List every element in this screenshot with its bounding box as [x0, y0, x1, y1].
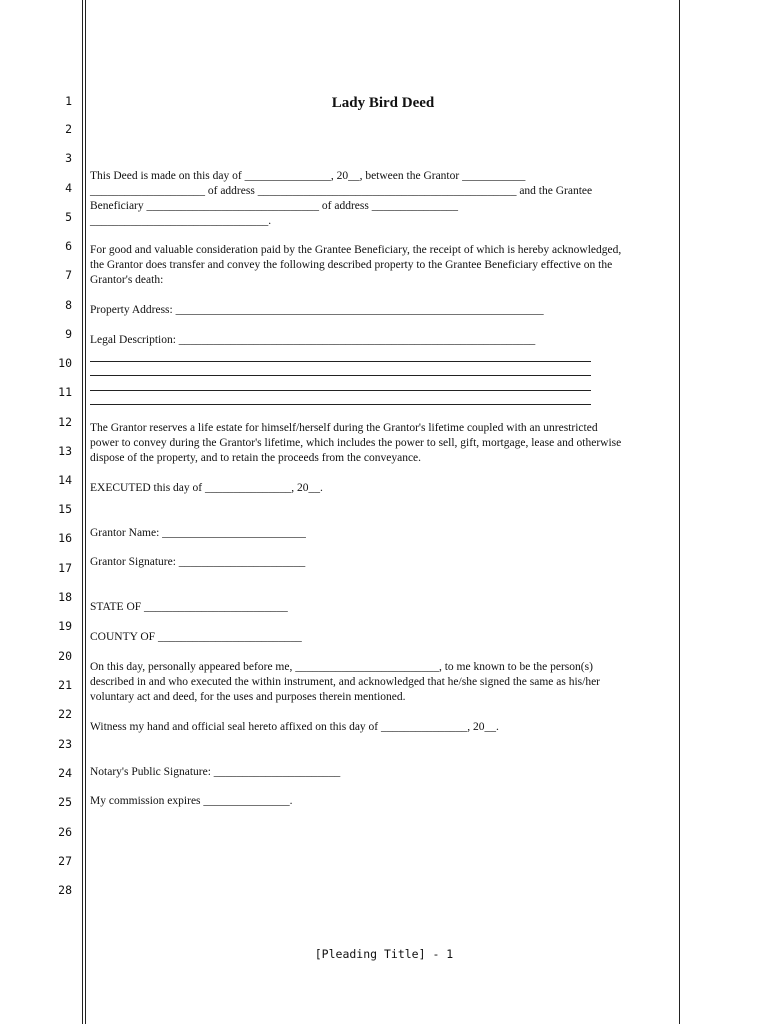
right-margin-rule	[679, 0, 680, 1024]
line-number: 7	[65, 268, 72, 282]
line-number: 17	[58, 561, 72, 575]
blank-line	[90, 375, 591, 376]
intro-line: ____________________ of address _____________________________________________ and the Grantee	[90, 185, 593, 197]
left-margin-rule	[82, 0, 83, 1024]
appeared-line: On this day, personally appeared before me, _________________________, to me known to be the person(s)	[90, 661, 593, 673]
line-number: 23	[58, 737, 72, 751]
intro-line: This Deed is made on this day of _______________, 20__, between the Grantor ___________	[90, 170, 526, 182]
intro-line: _______________________________.	[90, 215, 272, 227]
pleading-footer: [Pleading Title] - 1	[314, 947, 454, 961]
commission-expires-field: My commission expires _______________.	[90, 795, 293, 807]
line-number: 5	[65, 210, 72, 224]
line-number: 9	[65, 327, 72, 341]
property-address-field: Property Address: ________________________________________________________________	[90, 304, 544, 316]
blank-line	[90, 361, 591, 362]
line-number: 1	[65, 94, 72, 108]
line-number: 10	[58, 356, 72, 370]
grantor-name-field: Grantor Name: _________________________	[90, 527, 306, 539]
intro-line: Beneficiary ______________________________ of address _______________	[90, 200, 458, 212]
line-number: 8	[65, 298, 72, 312]
line-number: 20	[58, 649, 72, 663]
consideration-line: Grantor's death:	[90, 274, 164, 286]
appeared-line: described in and who executed the within instrument, and acknowledged that he/she signed the same as his/her	[90, 676, 601, 688]
line-number: 15	[58, 502, 72, 516]
line-number: 25	[58, 795, 72, 809]
document-title: Lady Bird Deed	[331, 95, 435, 111]
grantor-signature-field: Grantor Signature: ______________________	[90, 556, 306, 568]
line-number: 11	[58, 385, 72, 399]
line-number: 6	[65, 239, 72, 253]
line-number: 27	[58, 854, 72, 868]
consideration-line: the Grantor does transfer and convey the following described property to the Grantee Beneficiary effective on the	[90, 259, 613, 271]
left-margin-rule-inner	[85, 0, 86, 1024]
state-of-field: STATE OF _________________________	[90, 601, 288, 613]
line-number: 4	[65, 181, 72, 195]
line-number: 12	[58, 415, 72, 429]
line-number: 16	[58, 531, 72, 545]
witness-line: Witness my hand and official seal hereto affixed on this day of _______________, 20__.	[90, 721, 499, 733]
appeared-line: voluntary act and deed, for the uses and purposes therein mentioned.	[90, 691, 406, 703]
line-number: 18	[58, 590, 72, 604]
line-number: 22	[58, 707, 72, 721]
notary-signature-field: Notary's Public Signature: ______________________	[90, 766, 341, 778]
line-number: 3	[65, 151, 72, 165]
life-estate-line: power to convey during the Grantor's lifetime, which includes the power to sell, gift, mortgage, lease and otherwise	[90, 437, 622, 449]
consideration-line: For good and valuable consideration paid by the Grantee Beneficiary, the receipt of which is hereby acknowledged,	[90, 244, 622, 256]
line-number: 28	[58, 883, 72, 897]
line-number: 19	[58, 619, 72, 633]
line-number: 21	[58, 678, 72, 692]
executed-line: EXECUTED this day of _______________, 20__.	[90, 482, 323, 494]
life-estate-line: The Grantor reserves a life estate for himself/herself during the Grantor's lifetime coupled with an unrestricted	[90, 422, 598, 434]
line-number: 26	[58, 825, 72, 839]
line-number: 24	[58, 766, 72, 780]
life-estate-line: dispose of the property, and to retain the proceeds from the conveyance.	[90, 452, 422, 464]
county-of-field: COUNTY OF _________________________	[90, 631, 302, 643]
blank-line	[90, 390, 591, 391]
legal-description-field: Legal Description: ______________________________________________________________	[90, 334, 536, 346]
line-number: 13	[58, 444, 72, 458]
blank-line	[90, 404, 591, 405]
line-number: 2	[65, 122, 72, 136]
line-number: 14	[58, 473, 72, 487]
